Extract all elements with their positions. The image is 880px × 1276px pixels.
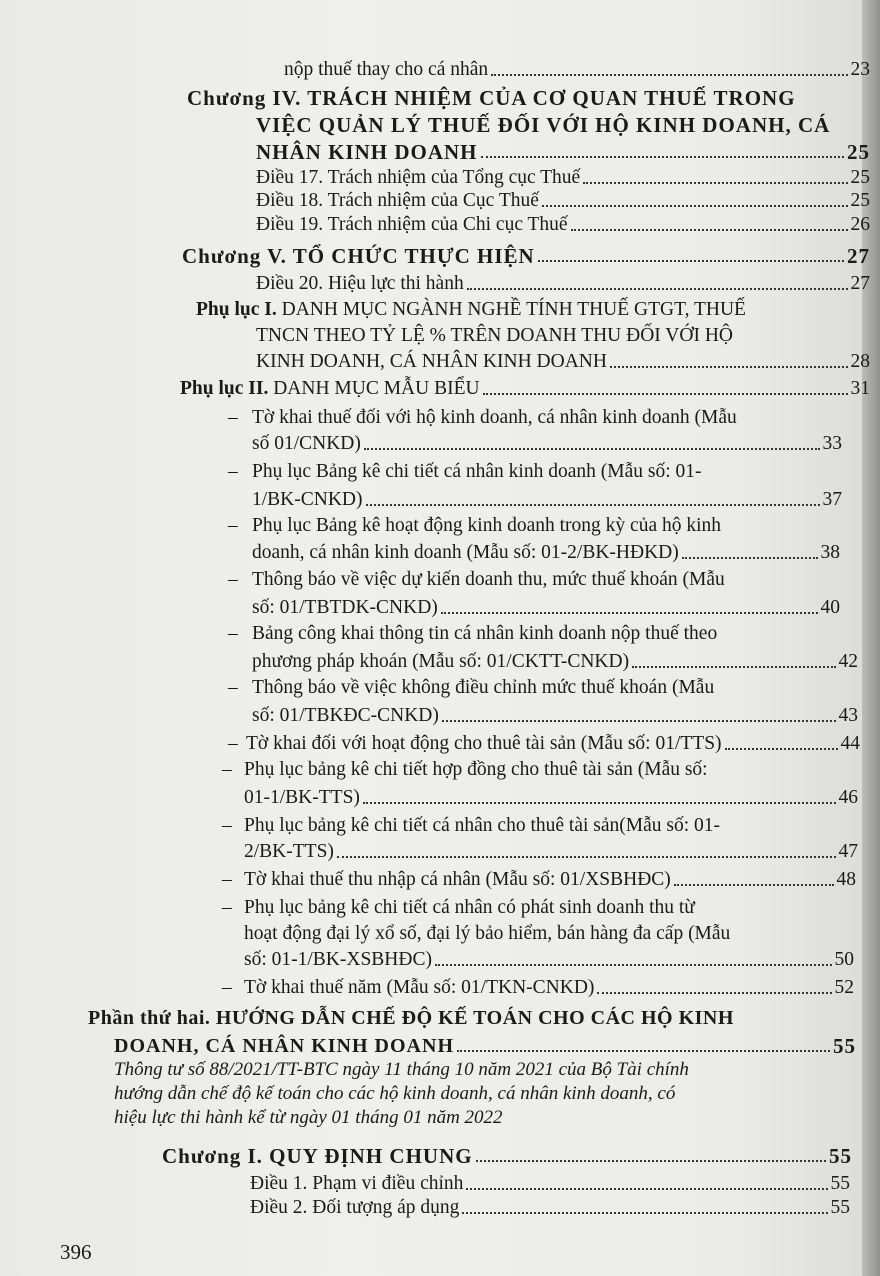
toc-entry: số: 01/TBTDK-CNKD) 40 — [252, 597, 840, 618]
toc-entry: Chương I. QUY ĐỊNH CHUNG 55 — [162, 1144, 852, 1168]
bullet-dash: – — [222, 977, 232, 998]
bullet-dash: – — [228, 677, 238, 698]
toc-entry: Điều 1. Phạm vi điều chỉnh 55 — [250, 1173, 850, 1194]
toc-entry: Điều 2. Đối tượng áp dụng 55 — [250, 1197, 850, 1218]
appendix-heading-line: TNCN THEO TỶ LỆ % TRÊN DOANH THU ĐỐI VỚI HỘ — [256, 325, 733, 346]
bullet-dash: – — [228, 623, 238, 644]
toc-entry: số 01/CNKD) 33 — [252, 433, 842, 454]
toc-entry: KINH DOANH, CÁ NHÂN KINH DOANH 28 — [256, 351, 870, 372]
toc-entry: NHÂN KINH DOANH 25 — [256, 140, 870, 164]
bullet-dash: – — [228, 461, 238, 482]
toc-entry: Phụ lục II. DANH MỤC MẪU BIỂU 31 — [180, 378, 870, 399]
toc-line: Thông báo về việc không điều chỉnh mức thuế khoán (Mẫu — [252, 677, 715, 698]
toc-line: hoạt động đại lý xổ số, đại lý bảo hiểm, bán hàng đa cấp (Mẫu — [244, 923, 731, 944]
toc-entry: số: 01/TBKĐC-CNKD) 43 — [252, 705, 858, 726]
toc-entry: số: 01-1/BK-XSBHĐC) 50 — [244, 949, 854, 970]
page-number: 396 — [60, 1240, 92, 1264]
toc-entry: Tờ khai thuế thu nhập cá nhân (Mẫu số: 01/XSBHĐC) 48 — [244, 869, 856, 890]
bullet-dash: – — [222, 869, 232, 890]
toc-line: Phụ lục bảng kê chi tiết cá nhân cho thuê tài sản(Mẫu số: 01- — [244, 815, 720, 836]
toc-entry: Điều 18. Trách nhiệm của Cục Thuế 25 — [256, 190, 870, 211]
toc-entry: phương pháp khoán (Mẫu số: 01/CKTT-CNKD) 42 — [252, 651, 858, 672]
toc-entry: Điều 20. Hiệu lực thi hành 27 — [256, 273, 870, 294]
toc-line: Phụ lục bảng kê chi tiết cá nhân có phát sinh doanh thu từ — [244, 897, 695, 918]
circular-description-line: hiệu lực thi hành kể từ ngày 01 tháng 01 năm 2022 — [114, 1107, 503, 1128]
toc-line: Phụ lục Bảng kê chi tiết cá nhân kinh doanh (Mẫu số: 01- — [252, 461, 702, 482]
bullet-dash: – — [222, 759, 232, 780]
toc-entry: Tờ khai đối với hoạt động cho thuê tài sản (Mẫu số: 01/TTS) 44 — [246, 733, 860, 754]
toc-entry: 1/BK-CNKD) 37 — [252, 489, 842, 510]
bullet-dash: – — [222, 897, 232, 918]
toc-line: Phụ lục Bảng kê hoạt động kinh doanh trong kỳ của hộ kinh — [252, 515, 722, 536]
toc-entry: Tờ khai thuế năm (Mẫu số: 01/TKN-CNKD) 52 — [244, 977, 854, 998]
toc-entry: 2/BK-TTS) 47 — [244, 841, 858, 862]
circular-description-line: hướng dẫn chế độ kế toán cho các hộ kinh doanh, cá nhân kinh doanh, có — [114, 1083, 676, 1104]
toc-entry: 01-1/BK-TTS) 46 — [244, 787, 858, 808]
bullet-dash: – — [228, 407, 238, 428]
toc-entry: Điều 19. Trách nhiệm của Chi cục Thuế 26 — [256, 214, 870, 235]
toc-entry: nộp thuế thay cho cá nhân 23 — [284, 59, 870, 80]
part-heading: Phần thứ hai. HƯỚNG DẪN CHẾ ĐỘ KẾ TOÁN CHO CÁC HỘ KINH — [88, 1007, 734, 1029]
bullet-dash: – — [228, 569, 238, 590]
circular-description: Thông tư số 88/2021/TT-BTC ngày 11 tháng 10 năm 2021 của Bộ Tài chính — [114, 1059, 689, 1080]
toc-line: Tờ khai thuế đối với hộ kinh doanh, cá nhân kinh doanh (Mẫu — [252, 407, 737, 428]
toc-line: Bảng công khai thông tin cá nhân kinh doanh nộp thuế theo — [252, 623, 718, 644]
toc-entry: Điều 17. Trách nhiệm của Tổng cục Thuế 25 — [256, 167, 870, 188]
chapter-heading: Chương IV. TRÁCH NHIỆM CỦA CƠ QUAN THUẾ TRONG — [187, 86, 796, 110]
appendix-heading: Phụ lục I. DANH MỤC NGÀNH NGHỀ TÍNH THUẾ GTGT, THUẾ — [196, 299, 746, 320]
bullet-dash: – — [228, 733, 238, 754]
toc-line: Phụ lục bảng kê chi tiết hợp đồng cho thuê tài sản (Mẫu số: — [244, 759, 708, 780]
chapter-heading-line: VIỆC QUẢN LÝ THUẾ ĐỐI VỚI HỘ KINH DOANH, CÁ — [256, 113, 831, 137]
toc-entry: doanh, cá nhân kinh doanh (Mẫu số: 01-2/BK-HĐKD) 38 — [252, 542, 840, 563]
bullet-dash: – — [228, 515, 238, 536]
toc-entry: DOANH, CÁ NHÂN KINH DOANH 55 — [114, 1034, 856, 1058]
toc-entry: Chương V. TỔ CHỨC THỰC HIỆN 27 — [182, 244, 870, 268]
toc-line: Thông báo về việc dự kiến doanh thu, mức thuế khoán (Mẫu — [252, 569, 725, 590]
bullet-dash: – — [222, 815, 232, 836]
